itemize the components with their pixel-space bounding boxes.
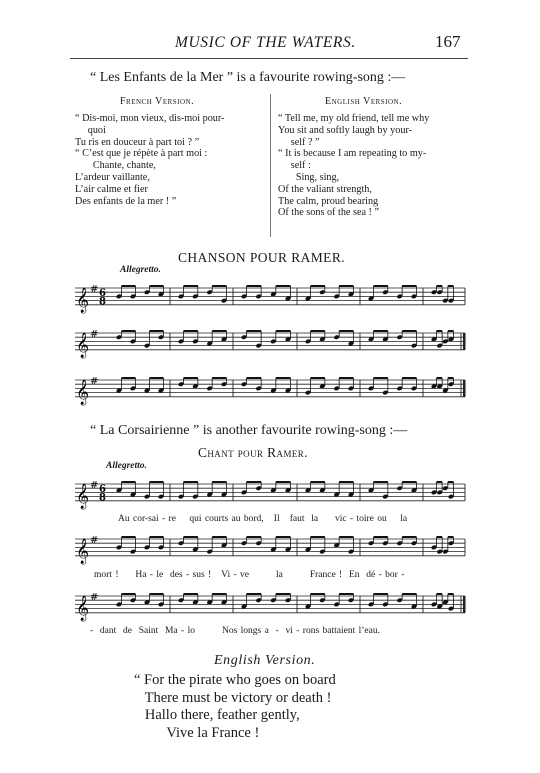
french-version-heading: French Version.	[120, 96, 195, 107]
french-version-text: “ Dis-moi, mon vieux, dis-moi pour- quoi Tu ris en douceur à part toi ? ” “ C’est que je répète à part moi : Chante, chante, L’ardeur vaillante, L’air calme et fier Des enfants de la mer ! ”	[75, 113, 225, 207]
english-version-title: English Version.	[214, 653, 316, 668]
final-bar	[463, 596, 466, 613]
sharp-sign: #	[90, 375, 99, 387]
song1-title: CHANSON POUR RAMER.	[178, 250, 346, 265]
final-bar	[463, 333, 466, 350]
treble-clef-icon: 𝄞	[76, 538, 90, 564]
song2-staff-3	[75, 588, 465, 624]
treble-clef-icon: 𝄞	[76, 379, 90, 405]
sharp-sign: #	[90, 479, 99, 491]
final-bar	[463, 380, 466, 397]
english-version-poem: “ For the pirate who goes on board There must be victory or death ! Hallo there, feather gently, Vive la France !	[134, 672, 336, 741]
sharp-sign: #	[90, 534, 99, 546]
sharp-sign: #	[90, 591, 99, 603]
song2-staff-2	[75, 531, 465, 567]
english-version-text: “ Tell me, my old friend, tell me why You sit and softly laugh by your- self ? ” “ It is because I am repeating to my- self : Sing, sing, Of the valiant strength, The calm, proud bearing Of the sons of the sea ! ”	[278, 113, 430, 219]
treble-clef-icon: 𝄞	[76, 287, 90, 313]
time-signature-bottom: 8	[99, 296, 106, 308]
song1-staff-3	[75, 372, 465, 408]
english-version-heading: English Version.	[325, 96, 403, 107]
song1-staff-1	[75, 280, 465, 316]
treble-clef-icon: 𝄞	[76, 483, 90, 509]
sharp-sign: #	[90, 328, 99, 340]
song2-lyrics-line-1: Au cor-sai - re qui courts au bord, Il faut la vic - toire ou la	[118, 514, 408, 524]
intro-les-enfants: “ Les Enfants de la Mer ” is a favourite rowing-song :—	[90, 70, 406, 85]
column-divider	[270, 94, 271, 237]
treble-clef-icon: 𝄞	[76, 332, 90, 358]
song2-staff-1	[75, 476, 465, 512]
intro-la-corsairienne: “ La Corsairienne ” is another favourite rowing-song :—	[90, 423, 408, 438]
running-header: MUSIC OF THE WATERS.	[175, 34, 356, 51]
song2-lyrics-line-3: - dant de Saint Ma - lo Nos longs a - vi - rons battaient l’eau.	[90, 626, 380, 636]
time-signature-top: 6	[99, 483, 106, 495]
song2-tempo: Allegretto.	[106, 461, 147, 471]
song1-staff-2	[75, 325, 465, 361]
time-signature-bottom: 8	[99, 492, 106, 504]
treble-clef-icon: 𝄞	[76, 595, 90, 621]
page-number: 167	[435, 32, 461, 51]
song1-tempo: Allegretto.	[120, 265, 161, 275]
song2-lyrics-line-2: mort ! Ha - le des - sus ! Vi - ve la France ! En dé - bor -	[94, 570, 405, 580]
sharp-sign: #	[90, 283, 99, 295]
header-rule	[70, 58, 468, 59]
time-signature-top: 6	[99, 287, 106, 299]
song2-title: Chant pour Ramer.	[198, 445, 308, 460]
